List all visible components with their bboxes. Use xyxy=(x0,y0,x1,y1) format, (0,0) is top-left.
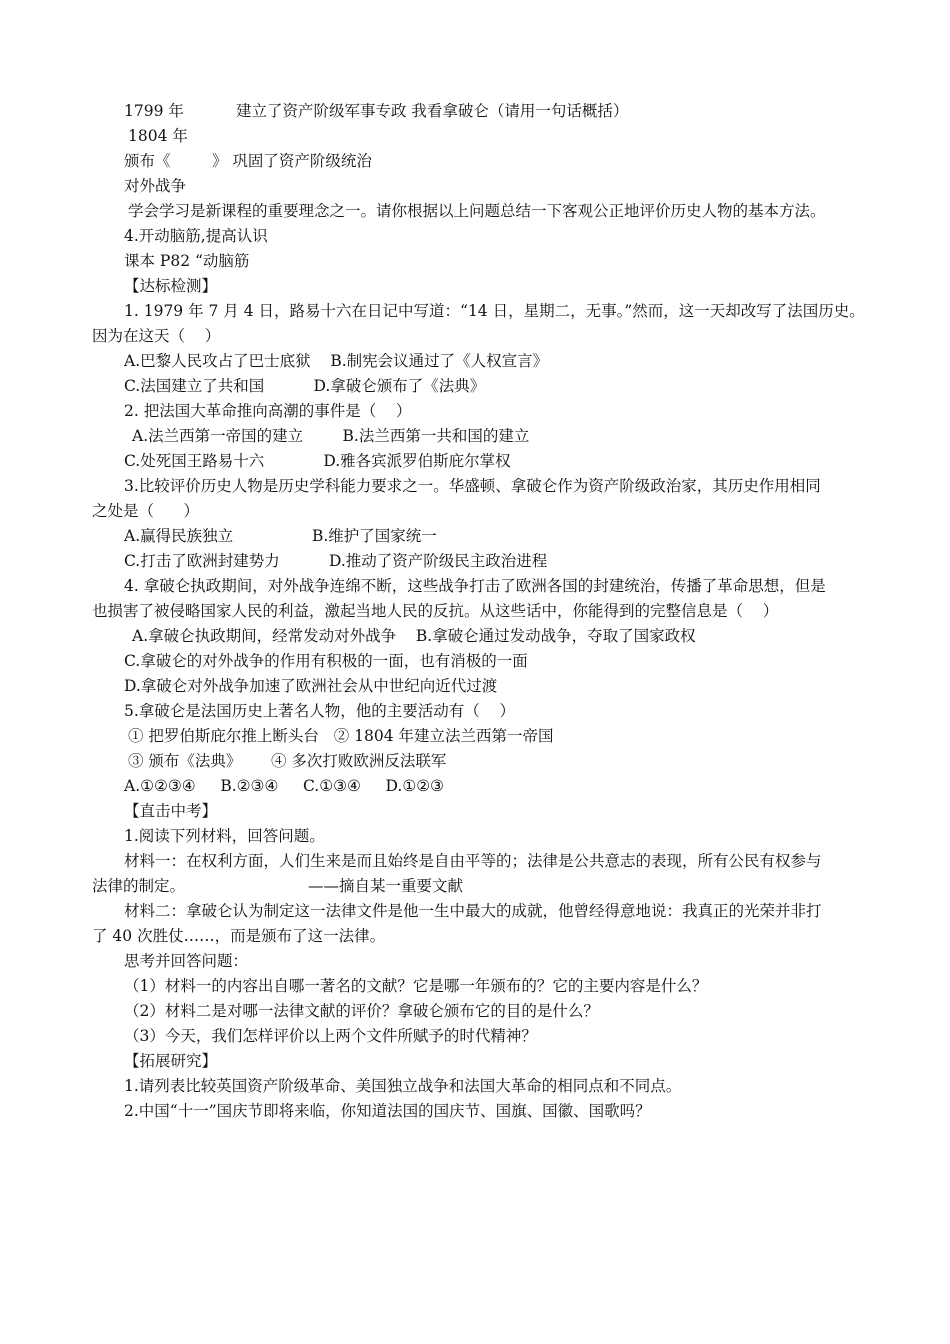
material-text: 法律的制定。 xyxy=(92,877,186,895)
section-heading: 【达标检测】 xyxy=(124,277,218,295)
question-text: 2. 把法国大革命推向高潮的事件是（ ） xyxy=(124,402,412,420)
answer-options: C.拿破仑的对外战争的作用有积极的一面，也有消极的一面 xyxy=(124,652,528,670)
question-text: 1.请列表比较英国资产阶级革命、美国独立战争和法国大革命的相同点和不同点。 xyxy=(124,1077,682,1095)
answer-options: A.法兰西第一帝国的建立 B.法兰西第一共和国的建立 xyxy=(132,427,530,445)
text-line: 学会学习是新课程的重要理念之一。请你根据以上问题总结一下客观公正地评价历史人物的基本方法。 xyxy=(128,202,826,220)
question-text: （2）材料二是对哪一法律文献的评价？拿破仑颁布它的目的是什么？ xyxy=(124,1002,599,1020)
text-line: 对外战争 xyxy=(124,177,187,195)
answer-options: C.处死国王路易十六 D.雅各宾派罗伯斯庇尔掌权 xyxy=(124,452,511,470)
answer-options: A.拿破仑执政期间，经常发动对外战争 B.拿破仑通过发动战争，夺取了国家政权 xyxy=(132,627,696,645)
answer-options: A.巴黎人民攻占了巴士底狱 B.制宪会议通过了《人权宣言》 xyxy=(124,352,549,370)
answer-options: A.①②③④ B.②③④ C.①③④ D.①②③ xyxy=(124,777,445,795)
answer-options: A.赢得民族独立 B.维护了国家统一 xyxy=(124,527,437,545)
question-text: 2.中国“十一”国庆节即将来临，你知道法国的国庆节、国旗、国徽、国歌吗？ xyxy=(124,1102,651,1120)
question-text: 4. 拿破仑执政期间，对外战争连绵不断，这些战争打击了欧洲各国的封建统治，传播了革命思想，但是 xyxy=(124,577,826,595)
text-line: 1799 年 xyxy=(124,102,184,120)
material-text: 材料一：在权利方面，人们生来是而且始终是自由平等的；法律是公共意志的表现，所有公民有权参与 xyxy=(124,852,822,870)
question-text: 也损害了被侵略国家人民的利益，激起当地人民的反抗。从这些话中，你能得到的完整信息是（ ） xyxy=(92,602,779,620)
question-text: 之处是（ ） xyxy=(92,502,200,520)
question-text: 因为在这天（ ） xyxy=(92,327,221,345)
text-line: 1804 年 xyxy=(128,127,188,145)
question-text: 1. 1979 年 7 月 4 日，路易十六在日记中写道：“14 日，星期二，无事。”然而，这一天却改写了法国历史。 xyxy=(124,302,865,320)
section-heading: 【拓展研究】 xyxy=(124,1052,218,1070)
question-text: 5.拿破仑是法国历史上著名人物，他的主要活动有（ ） xyxy=(124,702,515,720)
text-line: 颁布《 xyxy=(124,152,171,170)
question-text: 3.比较评价历史人物是历史学科能力要求之一。华盛顿、拿破仑作为资产阶级政治家，其历史作用相同 xyxy=(124,477,821,495)
section-heading: 【直击中考】 xyxy=(124,802,218,820)
material-source: ——摘自某一重要文献 xyxy=(308,877,464,895)
question-text: 1.阅读下列材料，回答问题。 xyxy=(124,827,325,845)
text-line: 建立了资产阶级军事专政 我看拿破仑（请用一句话概括） xyxy=(236,102,629,120)
material-text: 材料二：拿破仑认为制定这一法律文件是他一生中最大的成就，他曾经得意地说：我真正的光荣并非打 xyxy=(124,902,822,920)
text-line: 4.开动脑筋,提高认识 xyxy=(124,227,268,245)
answer-options: D.拿破仑对外战争加速了欧洲社会从中世纪向近代过渡 xyxy=(124,677,498,695)
question-text: （1）材料一的内容出自哪一著名的文献？它是哪一年颁布的？它的主要内容是什么？ xyxy=(124,977,708,995)
answer-options: ③ 颁布《法典》 ④ 多次打败欧洲反法联军 xyxy=(128,752,447,770)
answer-options: C.法国建立了共和国 D.拿破仑颁布了《法典》 xyxy=(124,377,486,395)
answer-options: C.打击了欧洲封建势力 D.推动了资产阶级民主政治进程 xyxy=(124,552,548,570)
text-line: 课本 P82 “动脑筋 xyxy=(124,252,250,270)
answer-options: ① 把罗伯斯庇尔推上断头台 ② 1804 年建立法兰西第一帝国 xyxy=(128,727,554,745)
material-text: 了 40 次胜仗……，而是颁布了这一法律。 xyxy=(92,927,386,945)
question-text: 思考并回答问题： xyxy=(124,952,249,970)
question-text: （3）今天，我们怎样评价以上两个文件所赋予的时代精神？ xyxy=(124,1027,537,1045)
text-line: 》 巩固了资产阶级统治 xyxy=(212,152,372,170)
